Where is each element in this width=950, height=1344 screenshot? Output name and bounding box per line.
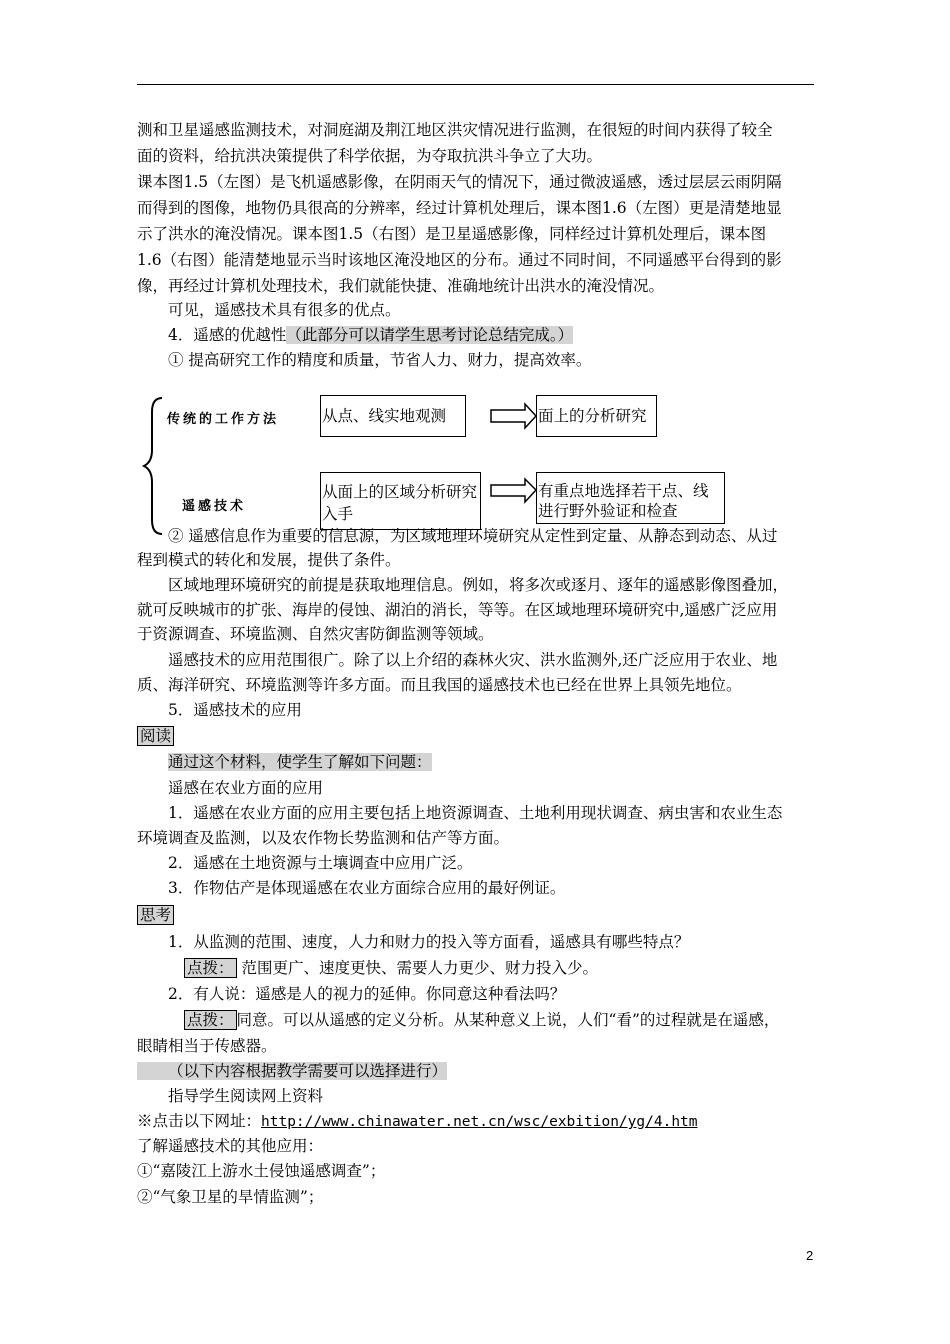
text-line: 测和卫星遥感监测技术，对洞庭湖及荆江地区洪灾情况进行监测，在很短的时间内获得了较全: [137, 121, 773, 139]
text-line: 示了洪水的淹没情况。课本图1.5（右图）是卫星遥感影像，同样经过计算机处理后，课本图: [137, 225, 767, 243]
highlight-note: （此部分可以请学生思考讨论总结完成。）: [286, 326, 574, 344]
hint-tag: 点拨：: [184, 1010, 237, 1030]
text-line: 区域地理环境研究的前提是获取地理信息。例如，将多次或逐月、逐年的遥感影像图叠加，: [168, 576, 789, 594]
label-traditional-method: 传统的工作方法: [167, 412, 280, 427]
text-line: ① 提高研究工作的精度和质量，节省人力、财力，提高效率。: [168, 351, 592, 369]
hint-tag: 点拨：: [184, 958, 237, 978]
text-line: 环境调查及监测，以及农作物长势监测和估产等方面。: [137, 829, 510, 847]
text-line: 1．从监测的范围、速度，人力和财力的投入等方面看，遥感具有哪些特点？: [168, 933, 690, 951]
text-line: 2．遥感在土地资源与土壤调查中应用广泛。: [168, 854, 473, 872]
link-prefix: ※点击以下网址：: [137, 1112, 262, 1130]
text-line: 2．有人说：遥感是人的视力的延伸。你同意这种看法吗？: [168, 985, 566, 1003]
text-line: 1．遥感在农业方面的应用主要包括上地资源调查、土地利用现状调查、病虫害和农业生态: [168, 804, 783, 822]
link-line: [137, 1109, 814, 1134]
text-line: 遥感在农业方面的应用: [168, 779, 324, 797]
text-line: 程到模式的转化和发展，提供了条件。: [137, 551, 401, 569]
text-line: ② 遥感信息作为重要的信息源，为区域地理环境研究从定性到定量、从静态到动态、从过: [168, 527, 778, 545]
thinking-tag: 思考: [137, 905, 174, 925]
hint-text: 同意。可以从遥感的定义分析。从某种意义上说，人们“看”的过程就是在遥感，: [236, 1011, 780, 1029]
text-line: 遥感技术的应用范围很广。除了以上介绍的森林火灾、洪水监测外,还广泛应用于农业、地: [168, 651, 778, 669]
text-line: 而得到的图像，地物仍具很高的分辨率，经过计算机处理后，课本图1.6（左图）更是清楚地显: [137, 199, 782, 217]
text-line: 眼睛相当于传感器。: [137, 1037, 277, 1055]
text-line: 指导学生阅读网上资料: [168, 1087, 324, 1105]
text-line: 质、海洋研究、环境监测等许多方面。而且我国的遥感技术也已经在世界上具领先地位。: [137, 676, 742, 694]
text-line: [168, 750, 845, 774]
hint-line: [184, 956, 861, 980]
hint-line: [184, 1008, 861, 1032]
heading-text: 4．遥感的优越性: [168, 326, 287, 344]
text-line: 5．遥感技术的应用: [168, 701, 302, 719]
highlight-text: （以下内容根据教学需要可以选择进行）: [137, 1062, 447, 1080]
text-line: 像，再经过计算机处理技术，我们就能快捷、准确地统计出洪水的淹没情况。: [137, 277, 665, 295]
brace-shape: [144, 398, 162, 534]
text-line: 课本图1.5（左图）是飞机遥感影像，在阴雨天气的情况下，通过微波遥感，透过层层云雨阴隔: [137, 173, 782, 191]
text-line: 就可反映城市的扩张、海岸的侵蚀、湖泊的消长，等等。在区域地理环境研究中,遥感广泛应用: [137, 601, 778, 619]
list-item: ②“气象卫星的旱情监测”；: [137, 1188, 324, 1206]
resource-link[interactable]: http://www.chinawater.net.cn/wsc/exbition/yg/4.htm: [261, 1114, 698, 1130]
optional-note: [137, 1059, 814, 1083]
section-heading-4: [168, 323, 845, 347]
box-area-analysis: 面上的分析研究: [536, 395, 657, 437]
list-item: ①“嘉陵江上游水土侵蚀遥感调查”；: [137, 1162, 386, 1180]
page-number: 2: [806, 1248, 814, 1263]
box-point-line-observation: 从点、线实地观测: [320, 395, 466, 437]
reading-tag: 阅读: [137, 726, 174, 746]
thinking-label: [137, 903, 814, 927]
arrow-right-icon: [491, 479, 536, 502]
hint-text: 范围更广、速度更快、需要人力更少、财力投入少。: [236, 959, 598, 977]
box-regional-analysis: 从面上的区域分析研究入手: [320, 472, 481, 530]
text-line: 3．作物估产是体现遥感在农业方面综合应用的最好例证。: [168, 879, 566, 897]
header-rule: [137, 84, 814, 85]
text-line: 面的资料，给抗洪决策提供了科学依据，为夺取抗洪斗争立了大功。: [137, 147, 603, 165]
text-line: 了解遥感技术的其他应用：: [137, 1137, 324, 1155]
label-remote-sensing: 遥感技术: [182, 499, 247, 514]
highlight-text: 通过这个材料，使学生了解如下问题：: [168, 753, 432, 771]
text-line: 可见，遥感技术具有很多的优点。: [168, 301, 401, 319]
text-line: 于资源调查、环境监测、自然灾害防御监测等领域。: [137, 625, 494, 643]
arrow-right-icon: [491, 404, 536, 428]
reading-label: [137, 724, 814, 748]
text-line: 1.6（右图）能清楚地显示当时该地区淹没地区的分布。通过不同时间，不同遥感平台得到的影: [137, 251, 782, 269]
box-field-verification: 有重点地选择若干点、线进行野外验证和检查: [536, 472, 725, 524]
